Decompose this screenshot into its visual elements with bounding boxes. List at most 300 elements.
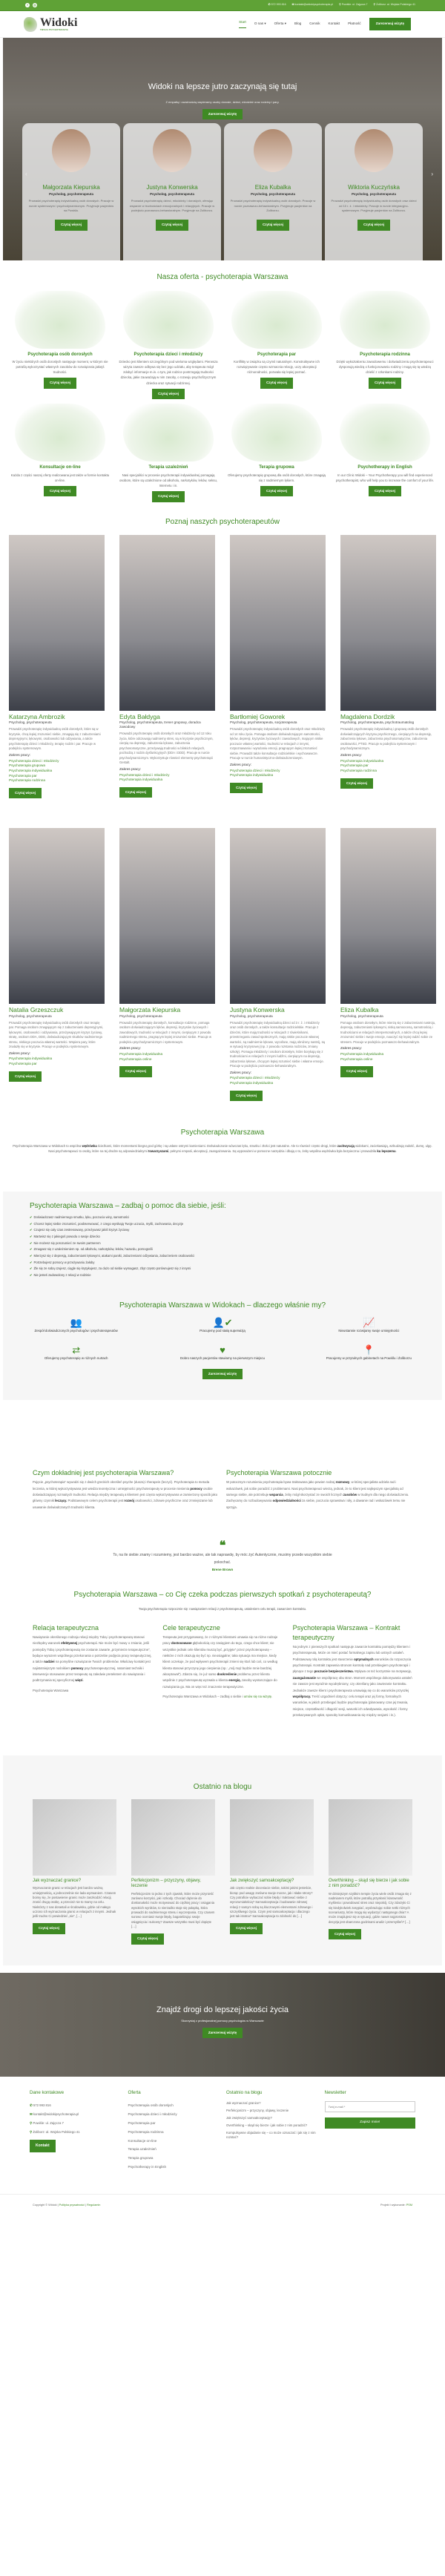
help-item: ✔ Martwisz się z jakiegoś powodu o swoje dziecko: [30, 1235, 100, 1239]
section-title: Psychoterapia Warszawa – co Cię czeka podczas pierwszych spotkań z psychoterapeutą?: [73, 1590, 372, 1599]
help-item: ✔ Nie możesz się porozumieć ze swoim partnerem: [30, 1241, 101, 1245]
about-column: [33, 1468, 219, 1511]
why-item: ⇄ Oferujemy psychoterapię w różnych nurtach: [3, 1345, 149, 1361]
therapist-bio: Prowadzi psychoterapię indywidualną dzieci od 3 r. ż. i młodzieży oraz osób dorosłych, a także konsultacje rodzicielskie. Pracuje z dziećmi, które mają trudności w relacjach z rówieśnikami, przestrzeganiu zasad społecznych, mają niskie poczucie własnej wartości, są nadmiernie lękowe, wycofane, mają obniżony nastrój, są w sytuacji kryzysowej (np. z powodu rozstania rodziców, zmiany szkoły). Pomaga młodzieży i osobom dorosłym, które borykają się z trudnościami w relacjach z innymi ludźmi, cierpiącym na depresję, zaburzenia lękowe, chcącym lepiej rozumieć siebie i własne emocje. Pracuje w podejściu poznawczo-behawioralnym.: [230, 1020, 326, 1068]
feature-icon: ⇄: [72, 1344, 81, 1356]
offer-title[interactable]: Psychoterapia osób dorosłych: [27, 352, 93, 357]
scope-link[interactable]: Psychoterapia dzieci i młodzieży: [230, 1076, 280, 1080]
logo-title: Widoki: [40, 16, 78, 29]
post-excerpt: W dzisiejszym szybkim tempie życia wiele osób zmaga się z nadmiarem myśli, które potrafią przysłonić klarowność myślenia i powodować stres oraz niepokój. Czy zdarzyło Ci się kiedykolwiek zasypiać, wyobrażając sobie setki różnych scenariuszy, które mogą się wydarzyć następnego dnia? A może znajdujesz się w sytuacji, gdzie nawet najprostsza decyzja jest obarczona godzinami analiz i przemyśleń? […]: [329, 1891, 412, 1924]
hero-subtitle: Z empatią i uważnością wspieramy osoby dorosłe, dzieci, młodzież oraz rodziny i pary.: [165, 99, 280, 104]
avatar: [355, 129, 393, 172]
check-icon: ✔: [30, 1235, 33, 1239]
column-title: Relacja terapeutyczna: [33, 1623, 99, 1632]
card-role: Psycholog, psychoterapeuta: [49, 191, 93, 196]
section-title: Psychoterapia Warszawa: [180, 1128, 265, 1137]
footer-contact: [30, 2090, 121, 2172]
read-more-button[interactable]: Czytaj więcej: [9, 1071, 42, 1082]
post-image[interactable]: [230, 1799, 314, 1876]
offer-title[interactable]: Terapia uzależnień: [148, 465, 188, 470]
section-lead: Twoja psychoterapia rozpocznie się: nawiązaniem relacji z psychoterapeutą, ustaleniem celu terapii, zawarciem kontraktu.: [138, 1606, 307, 1611]
offer-title[interactable]: Konsultacje on-line: [39, 465, 81, 470]
illustration: [231, 404, 322, 461]
about-text: W potocznym rozumieniu psychoterapia bywa traktowana jako pewien rodzaj rozmowy, w której specjalista udziela rad i wskazówek, jak sobie poradzić z problemami. Nasi psychoterapeuci wierzą, jednak, że to klient jest najlepszym specjalistą od samego siebie, ale potrzebuje wsparcia, żeby mógł skorzystać ze swoich licznych zasobów w trudnym dla niego doświadczeniu. Zachęcamy do rozbudowywania odpowiedzialności za siebie, poczucia sprawstwa i siły, a dawanie rad i wskazówek temu nie sprzyja.: [226, 1480, 409, 1509]
feature-icon: 👥: [70, 1316, 82, 1328]
post-title[interactable]: Jak wyznaczać granice?: [33, 1878, 82, 1883]
blog-card: [131, 1799, 215, 1945]
read-more-button[interactable]: Czytaj więcej: [340, 1066, 373, 1077]
scope-link[interactable]: Psychoterapia indywidualna: [340, 1051, 384, 1056]
site-header: [0, 11, 445, 38]
carousel-card: [123, 123, 221, 260]
therapist-photo: [230, 535, 326, 711]
illustration: [340, 291, 430, 349]
therapist-card: [119, 535, 215, 798]
therapist-card: [230, 828, 326, 1101]
scope-label: Zakres pracy:: [340, 753, 363, 758]
tree-logo-icon: [24, 17, 37, 32]
phone-icon: ✆: [30, 2103, 33, 2107]
post-title[interactable]: Perfekcjonizm – przyczyny, objawy, leczenie: [131, 1878, 201, 1889]
scope-link[interactable]: Psychoterapia indywidualna: [230, 773, 274, 778]
therapist-role: Psycholog, psychoterapeuta: [230, 1013, 273, 1018]
section-title: Nasza oferta - psychoterapia Warszawa: [156, 273, 289, 281]
therapist-role: Psycholog, psychoterapeuta: [9, 720, 52, 725]
facebook-icon[interactable]: f: [25, 3, 30, 7]
privacy-link[interactable]: Polityka prywatności: [59, 2204, 85, 2207]
therapist-card: [9, 828, 105, 1101]
help-title: Psychoterapia Warszawa – zadbaj o pomoc dla siebie, jeśli:: [30, 1201, 226, 1210]
read-more-button[interactable]: Czytaj więcej: [119, 1066, 152, 1077]
check-icon: ✔: [30, 1272, 33, 1277]
footer-offer-link[interactable]: Psychoterapia rodzinna: [128, 2129, 164, 2134]
read-more-button[interactable]: Czytaj więcej: [44, 486, 76, 497]
help-list: [30, 1215, 415, 1278]
book-visit-link[interactable]: umów się na wizytę: [243, 1695, 272, 1699]
scope-link[interactable]: Psychoterapia par: [9, 1062, 37, 1066]
hero-book-button[interactable]: Zarezerwuj wizytę: [202, 109, 243, 120]
offer-item: [332, 404, 438, 502]
post-excerpt: Perfekcjonizm to jedno z tych zjawisk, które może przynieść zarówno korzyści, jak i szkody. Chociaż dążenie do doskonałości może motywować do ciężkiej pracy i osiągania wysokich wyników, to nierzadko staje się pułapką, która prowadzi do nadmiernego stresu i wyczerpania. Czy czasem surowo oceniasz swoje błędy, bagatelizując swoje osiągnięcia i sukcesy? Zawsze wszystko musi być dopięte […]: [131, 1891, 215, 1928]
footer-newsletter: [325, 2090, 416, 2172]
about-heading: Psychoterapia Warszawa potocznie: [226, 1469, 332, 1477]
therapist-card: [9, 535, 105, 798]
offer-item: [224, 404, 329, 502]
footer-location: ⚲ Żoliborz: al. Wojska Polskiego 41: [30, 2129, 80, 2134]
footer-offer-link[interactable]: Psychoterapia par: [128, 2120, 156, 2125]
read-more-button[interactable]: Czytaj więcej: [230, 783, 263, 794]
post-image[interactable]: [33, 1799, 116, 1876]
card-text: Prowadzi psychoterapię indywidualną osób dorosłych oraz dzieci od 10 r. ż. i młodzieży. Pracuje w nurcie integracyjno-systemowym. Przyjmuje pacjentów na Żoliborzu.: [331, 199, 417, 213]
cta-banner: [0, 1973, 445, 2077]
read-more-button[interactable]: Czytaj więcej: [44, 378, 76, 389]
offer-text: Oferujemy psychoterapię grupową dla osób dorosłych, które zmagają się z nadmiernym lękiem.: [228, 473, 326, 482]
why-item: 📈 Nieustannie rozwijamy swoje umiejętności: [296, 1318, 442, 1333]
offer-text: In our Clinic Widoki – Your Psychotherapy you will find experienced psychotherapist, who will help you to increase the comfort of your life.: [335, 473, 435, 482]
help-item: ✔ Chcesz lepiej siebie zrozumieć, poobserwować, z czego wynikają Twoje uczucia, myśli, zachowania, decyzje: [30, 1221, 184, 1226]
offer-title[interactable]: Psychoterapia rodzinna: [360, 352, 410, 357]
scope-link[interactable]: Psychoterapia grupowa: [9, 763, 45, 768]
nav-start[interactable]: Start: [239, 20, 246, 28]
scope-label: Zakres pracy:: [9, 1051, 31, 1056]
read-more-button[interactable]: Czytaj więcej: [369, 378, 401, 389]
card-name: Justyna Konwerska: [146, 184, 198, 191]
book-visit-button[interactable]: Zarezerwuj wizytę: [369, 18, 411, 30]
intro-section: [0, 1101, 445, 1192]
footer-heading: Ostatnio na blogu: [226, 2089, 263, 2095]
credit-link[interactable]: PSM: [406, 2204, 412, 2207]
footer-blog-link[interactable]: Kompulsywne objadanie się – co może oznaczać i jak się z nim rozstać?: [226, 2130, 316, 2139]
therapist-name[interactable]: Bartłomiej Goworek: [230, 713, 286, 721]
therapist-photo: [119, 828, 215, 1004]
quote-text: To, na ile siebie znamy i rozumiemy, jest bardzo ważne, ale tak naprawdę, by móc żyć Autentycznie, musimy przede wszystkim siebie pokochać.: [113, 1553, 332, 1565]
offer-title[interactable]: Psychoterapia par: [257, 352, 297, 357]
post-excerpt: Jak często realnie doceniacie siebie, takimi jakimi jesteście, biorąc pod uwagę zarówno swoje mocne, jak i słabe strony? Czy potraficie wybaczać sobie błędy i traktować siebie z wyrozumiałością? Samoakceptacja i budowanie zdrowej relacji z samym sobą są kluczowymi elementami zdrowego i szczęśliwego życia. Czym jest samoakceptacja i dlaczego jest tak istotna? Samoakceptacja to zdolność do […]: [230, 1886, 313, 1919]
post-image[interactable]: [131, 1799, 215, 1876]
therapist-name[interactable]: Natalia Grzeszczuk: [9, 1006, 64, 1014]
offer-item: [7, 404, 113, 502]
offer-title[interactable]: Terapia grupowa: [259, 465, 294, 470]
scope-link[interactable]: Psychoterapia indywidualna: [119, 1051, 163, 1056]
offer-title[interactable]: Psychotherapy in English: [357, 465, 412, 470]
footer-offer-link[interactable]: Terapia grupowa: [128, 2156, 154, 2161]
topbar-phone[interactable]: ✆572 993 816: [268, 3, 286, 7]
scope-link[interactable]: Psychoterapia dzieci i młodzieży: [9, 758, 59, 763]
check-icon: ✔: [30, 1241, 33, 1245]
therapist-bio: Prowadzi psychoterapię dorosłych, konsultacje rodzinne, pomaga osobom doświadczającym lęków, depresji, kryzysów życiowych i zawodowych, trudności w relacjach z innymi, cierpiącym z powodu nadmiernego stresu, pragnącym lepiej zrozumieć siebie. Pracuje w podejściu psychodynamicznym i systemowym.: [119, 1020, 212, 1044]
footer: [0, 2077, 445, 2194]
cta-subtitle: Skorzystaj z profesjonalnej pomocy psychologów w Warszawie: [181, 2018, 264, 2023]
post-title[interactable]: Jak zwiększyć samoakceptację?: [230, 1878, 294, 1883]
therapist-role: Psycholog, psychoterapeuta, trener grupowy, doradca zawodowy: [119, 720, 201, 729]
illustration: [15, 291, 105, 349]
blog-section: [3, 1755, 442, 1965]
about-column: [226, 1468, 412, 1511]
scope-link[interactable]: Psychoterapia online: [340, 1057, 373, 1061]
therapist-role: Psycholog, psychoterapeuta: [119, 1013, 162, 1018]
read-more-button[interactable]: Czytaj więcej: [230, 1091, 263, 1102]
illustration: [123, 404, 214, 461]
section-title: Ostatnio na blogu: [193, 1783, 252, 1792]
main-nav: [239, 18, 411, 30]
scope-link[interactable]: Psychoterapia rodzinna: [9, 778, 45, 783]
read-more-button[interactable]: Czytaj więcej: [260, 378, 293, 389]
avatar: [254, 129, 292, 172]
therapist-carousel: [3, 123, 442, 260]
scope-link[interactable]: Psychoterapia par: [340, 763, 369, 768]
team-grid: [9, 535, 436, 798]
card-role: Psycholog, psychoterapeuta: [352, 191, 396, 196]
check-icon: ✔: [30, 1260, 33, 1264]
map-pin-icon: ⚲: [30, 2120, 33, 2125]
footer-offer: [128, 2090, 220, 2172]
help-item: ✔ Czujesz się cały czas zestresowany, przeżywasz jakiś kryzys życiowy: [30, 1228, 130, 1232]
team-section: [0, 502, 445, 1102]
help-item: ✔ Źle się ze sobą czujesz, ciągle się krytykujesz, za dużo od siebie wymagasz, zbyt często porównujesz się z innymi: [30, 1266, 191, 1271]
therapist-name[interactable]: Małgorzata Kiepurska: [119, 1006, 181, 1014]
section-title: Poznaj naszych psychoterapeutów: [165, 517, 280, 526]
nav-platnosc[interactable]: Płatność: [348, 22, 361, 26]
carousel-next-icon[interactable]: ›: [431, 171, 433, 177]
therapist-card: [230, 535, 326, 798]
read-more-button[interactable]: Czytaj więcej: [369, 486, 401, 497]
footer-offer-link[interactable]: Konsultacje on-line: [128, 2138, 157, 2143]
footer-blog-link[interactable]: Perfekcjonizm – przyczyny, objawy, leczenie: [226, 2108, 289, 2112]
topbar-email[interactable]: ✉kontakt@widokipsychoterapia.pl: [291, 3, 334, 7]
avatar: [52, 129, 90, 172]
footer-blog-link[interactable]: Jak zwiększyć samoakceptację?: [226, 2115, 272, 2120]
carousel-card: [224, 123, 322, 260]
illustration: [15, 404, 105, 461]
therapist-photo: [119, 535, 215, 711]
offer-text: Nasi specjaliści w procesie psychoterapii indywidualnej pomagają osobom, które są uzależnione od alkoholu, narkotyków, leków, seksu, Internetu i in.: [119, 473, 218, 487]
help-item: ✔ Zmagasz się z uzależnieniem np. od alkoholu, narkotyków, leków, hazardu, pornografii: [30, 1247, 153, 1252]
read-more-button[interactable]: Czytaj więcej: [329, 1929, 361, 1940]
instagram-icon[interactable]: ◎: [33, 3, 36, 7]
offer-text: Konflikty w związku są czymś naturalnym. Konstruktywne ich rozwiązywanie często wzmacnia relację, uczy akceptacji różnorodności, pozwala się lepiej poznać.: [234, 360, 320, 375]
book-visit-button[interactable]: Zarezerwuj wizytę: [202, 2028, 243, 2039]
column-title: Cele terapeutyczne: [162, 1623, 220, 1632]
read-more-button[interactable]: Czytaj więcej: [257, 220, 289, 231]
blog-card: [329, 1799, 412, 1945]
nav-oferta[interactable]: Oferta ▾: [274, 22, 287, 26]
quote-author: Brene Brown: [211, 1568, 234, 1572]
nav-kontakt[interactable]: Kontakt: [328, 22, 340, 26]
why-item: 📍 Pracujemy w przytulnych gabinetach na Powiślu i Żoliborzu: [296, 1345, 442, 1361]
check-icon: ✔: [30, 1266, 33, 1271]
footer-heading: Dane kontakowe: [30, 2089, 65, 2095]
hero-section: [3, 38, 442, 260]
scope-link[interactable]: Psychoterapia indywidualna: [9, 1057, 53, 1061]
post-title[interactable]: Overthinking – skąd się bierze i jak sobie z nim poradzić?: [329, 1878, 409, 1889]
about-columns: [0, 1400, 445, 1511]
read-more-button[interactable]: Czytaj więcej: [260, 486, 293, 497]
card-text: Prowadzi psychoterapię dzieci, młodzieży i dorosłych, oferując wsparcie w trudnościach emocjonalnych i relacyjnych. Pracuje w podejściu poznawczo-behawioralnym. Przyjmuje na Żoliborzu.: [129, 199, 215, 213]
topbar-location-2: ⚲Żoliborz: al. Wojska Polskiego 41: [373, 3, 415, 7]
therapist-card: [340, 535, 436, 798]
map-pin-icon: ⚲: [373, 3, 376, 7]
scope-link[interactable]: Psychoterapia indywidualna: [9, 768, 53, 772]
first-meetings-section: [0, 1573, 445, 1611]
column-contract: Psychoterapia Warszawa – Kontrakt terapeutyczny Na jednym z pierwszych spotkań następuje zawarcie kontraktu pomiędzy klientem i psychoterapeutą. Może on mieć postać formalnego zapisu lub ustnych ustaleń. Podstawową rolą kontraktu jest stworzenie optymalnych warunków do rozpoczęcia psychoterapii. Kontrakt zapewnia stronom kontrolę nad przebiegiem psychoterapii i płynące z tego poczucie bezpieczeństwa. Wpływa on też korzystnie na motywację, zaangażowanie we współpracę obu stron. Moment wspólnego dokonywania ustaleń nie zawsze jest wyraźnie wyodrębniony, czy określany jako zawieranie kontraktu. Jednakże zawsze klient i psychoterapeuta umawiają się co do warunków przyszłej współpracy. Treść uzgodnień dotyczy: celu terapii oraz jej formy, formalnych warunków, w jakich przebiegać będzie psychoterapia (planowany czas jej trwania, miejsce, częstotliwość i długość sesji, warunki ich odwoływania, wysokość i formy przekazywanych opłat, sposoby komunikowania się między sesjami i in.).: [292, 1623, 412, 1718]
offer-section: [0, 260, 445, 502]
footer-offer-link[interactable]: Psychotherapy in English: [128, 2165, 167, 2169]
post-image[interactable]: [329, 1799, 412, 1876]
footer-location: ⚲ Powiśle: ul. Zajęcza 7: [30, 2120, 64, 2125]
therapist-bio: Prowadzi psychoterapię osób dorosłych oraz młodzieży od 12 roku życia, które odczuwają nadmierny stres, są w kryzysie psychicznym, cierpią na depresję, zaburzenia lękowe, zaburzenia psychosomatyczne, przeżywają trudności w bliskich relacjach, pochodzą z rodzin dysfunkcyjnych (DDA i DDD). Pracuje w nurcie psychodynamicznym. Wykorzystuje również elementy psychoterapii Gestalt.: [119, 732, 214, 765]
scope-link[interactable]: Psychoterapia rodzinna: [340, 768, 377, 772]
quote-block: [0, 1511, 445, 1573]
therapist-name[interactable]: Justyna Konwerska: [230, 1006, 285, 1014]
help-item: ✔ Mierzysz się z depresją, zaburzeniami lękowymi, atakami paniki, zaburzeniami odżywiania, zaburzeniem osobowości: [30, 1253, 195, 1258]
feature-icon: 📍: [363, 1344, 375, 1356]
intro-text: Psychoterapia Warszawa w Widokach to wspólna wędrówka ścieżkami, które momentami biegną pod górkę i są usłane ostrymi kamieniami. Doświadczanie wówczas lęku, smutku i złości jest naturalne. Ale to również często drogi, które zachwycają widokami, zaciekawiają, wzbudzają radość, dumę, ulgę. Nasi psychoterapeuci to osoby, które na tej drodze są odpowiedzialnymi towarzyszami, pełnymi empatii, akceptacji, zaangażowania. Są wyposażeni w pomocne narzędzia i dbają o to, żeby wspólna wędrówka była bezpieczna i prowadziła ku lepszemu.: [13, 1143, 432, 1154]
read-more-button[interactable]: Czytaj więcej: [340, 778, 373, 789]
card-name: Wiktoria Kuczyńska: [348, 184, 400, 191]
feature-icon: 📈: [363, 1316, 375, 1328]
map-pin-icon: ⚲: [30, 2129, 33, 2134]
nav-blog[interactable]: Blog: [294, 22, 302, 26]
footer-heading: Oferta: [128, 2089, 141, 2095]
contact-button[interactable]: Kontakt: [30, 2140, 56, 2152]
why-title: Psychoterapia Warszawa w Widokach – dlaczego właśnie my?: [119, 1301, 326, 1310]
footer-offer-link[interactable]: Psychoterapia osób dorosłych: [128, 2103, 174, 2107]
therapist-bio: Prowadzi psychoterapię indywidualną osób dorosłych oraz terapię par. Pomaga osobom zmagającym się z zaburzeniami depresyjnymi, lękowymi, osobowości i odżywiania, przeżywającym kryzys życiowy, stratę, osobom DDA, DDD, doświadczającym skutków nadmiernego stresu, niskiego poczucia własnej wartości. Wspiera pary, które znalazły się w kryzysie. Pracuje w podejściu systemowym.: [9, 1020, 104, 1049]
illustration: [231, 291, 322, 349]
scope-label: Zakres pracy:: [230, 763, 252, 767]
why-item: 👥 Zespół doświadczonych psychologów i psychoterapeutów: [3, 1318, 149, 1333]
footer-offer-link[interactable]: Psychoterapia dzieci i młodzieży: [128, 2112, 177, 2116]
therapist-name[interactable]: Edyta Bałdyga: [119, 713, 160, 721]
therapist-bio: Prowadzi psychoterapię indywidualną osób dorosłych oraz młodzieży od 14 roku życia. Pomaga osobom doświadczającym samotności, lęków, depresji, kryzysów życiowych i zawodowych, mającym niskie poczucie własnej wartości, trudności w relacjach z innymi, rozpoznawaniu i wyrażaniu emocji, pragnącym lepiej zrozumieć siebie. Prowadzi także konsultacje rodzicielskie i wychowawcze. Pracuje w nurcie humanistyczno-doświadczeniowym.: [230, 727, 326, 760]
therapist-name[interactable]: Eliza Kubalka: [340, 1006, 379, 1014]
offer-text: Dziecko jest klientem szczególnym pod wieloma względami. Pierwsza wizyta zawsze odbywa się bez jego udziału, aby terapeuta mógł zdobyć informacje m.in. o tym, jak rodzice postrzegają trudności dziecka, jakie zauważają w nim zasoby, o rozwoju psychofizycznym dziecka oraz sytuacji rodzinnej.: [119, 360, 218, 385]
nav-cennik[interactable]: Cennik: [309, 22, 320, 26]
team-grid: [9, 828, 436, 1101]
offer-title[interactable]: Psychoterapia dzieci i młodzieży: [134, 352, 203, 357]
scope-link[interactable]: Psychoterapia par: [9, 773, 37, 778]
offer-text: Każda z części naszej oferty realizowana jest także w formie kontaktu on-line.: [10, 473, 110, 482]
therapist-role: Psycholog, psychoterapeuta: [9, 1013, 52, 1018]
quote-mark-icon: ❝: [219, 1540, 226, 1553]
scope-link[interactable]: Psychoterapia dzieci i młodzieży: [119, 772, 170, 777]
offer-item: [224, 291, 329, 400]
read-more-button[interactable]: Czytaj więcej: [131, 1933, 164, 1945]
illustration: [123, 291, 214, 349]
therapist-role: Psycholog, psychoterapeuta, socjoterapeuta: [230, 720, 297, 725]
check-icon: ✔: [30, 1221, 33, 1226]
scope-link[interactable]: Psychoterapia indywidualna: [340, 758, 384, 763]
therapist-photo: [9, 828, 105, 1004]
column-goals: Cele terapeutyczne Terapeuta jest przygotowany, że z różnymi klientami umawia się na różne rodzaje pracy dostosowane głębokością czy zasięgiem do tego, czego chce klient; nie wszystkie jednak cele klientów muszą być „przyjęte” przez psychoterapeutę – niektóre z nich okazują się być np. nieosiągalne; taka sytuacja ma miejsce, kiedy klient oczekuje, że pod wpływem psychoterapii zmieni się ktoś lub coś, co według klienta stanowi przyczynę jego cierpienia (np.: „mój mąż będzie mnie bardziej akceptował”). Zdarza się, że już samo dookreślenie problemu przez klienta wspólnie z psychoterapeutą wyzwala u klienta energię, zasoby wystarczające do rozwiązania go. Ma on więc też znaczenie terapeutyczne. Psychoterapia Warszawa w Widokach – zadbaj o siebie i umów się na wizytę.: [162, 1623, 282, 1719]
therapist-photo: [230, 828, 326, 1004]
footer-phone[interactable]: ✆ 572 993 816: [30, 2103, 51, 2107]
therapist-name[interactable]: Magdalena Dordzik: [340, 713, 395, 721]
post-excerpt: Wyznaczanie granic w relacjach jest bardzo ważną umiejętnością, a jednocześnie nie lada wyzwaniem. Czasem boimy się, że postawienie granic może zaszkodzić relacji, zranić drugą osobę, a przecież nie to mamy na celu. Niektórzy z nas dorastali w środowisku, gdzie od małego uczono ich wyznaczania granic w relacjach z innymi. Jednak jeśli trudno Ci powiedzieć „nie”, […]: [33, 1886, 116, 1919]
therapist-bio: Prowadzi psychoterapię indywidualną osób dorosłych, które są w kryzysie, chcą lepiej zrozumieć siebie, zmagają się z zaburzeniami depresyjnymi, lękowymi, osobowości lub odżywiania, a także psychoterapię dzieci i młodzieży, terapię rodzin i par. Pracuje w podejściu systemowym.: [9, 727, 101, 751]
card-name: Małgorzata Kiepurska: [42, 184, 100, 191]
read-more-button[interactable]: Czytaj więcej: [33, 1923, 65, 1934]
feature-icon: ♥: [220, 1344, 225, 1356]
card-role: Psycholog, psychoterapeuta: [150, 191, 194, 196]
offer-text: Dzięki wykształceniu zawodowemu i doświadczeniu psychoterapeuci dysponują wiedzą o funkcjonowaniu rodziny i mogą się tą wiedzą dzielić z członkami rodziny.: [336, 360, 434, 375]
read-more-button[interactable]: Czytaj więcej: [55, 220, 88, 231]
therapist-card: [340, 828, 436, 1101]
carousel-card: [22, 123, 120, 260]
therapist-name[interactable]: Katarzyna Ambrozik: [9, 713, 65, 721]
blog-grid: [33, 1799, 412, 1945]
footer-blog: [226, 2090, 317, 2172]
phone-icon: ✆: [268, 3, 271, 7]
newsletter-submit-button[interactable]: Zapisz mnie!: [325, 2117, 416, 2129]
check-icon: ✔: [30, 1228, 33, 1232]
offer-item: [332, 291, 438, 400]
check-icon: ✔: [30, 1247, 33, 1252]
logo-subtitle: TWOJA PSYCHOTERAPIA: [40, 28, 69, 31]
help-item: ✔ Nie jesteś zadowolony z relacji w rodzinie: [30, 1272, 91, 1277]
why-item: 👤✔ Pracujemy pod stałą superwizją: [149, 1318, 295, 1333]
therapist-photo: [340, 828, 436, 1004]
read-more-button[interactable]: Czytaj więcej: [357, 220, 390, 231]
read-more-button[interactable]: Czytaj więcej: [156, 220, 188, 231]
copyright-bar: Copyright © Widoki | Polityka prywatności | Regulamin Projekt i wykonanie: PSM: [0, 2194, 445, 2218]
blog-card: [33, 1799, 116, 1945]
column-relation: Relacja terapeutyczna Nawiązanie określonego rodzaju relacji między Tobą i psychoterapeutą stanowi niezbędny warunek efektywnej psychoterapii. Nie może być mowy o zmianie, jeśli pomiędzy Tobą i psychoterapeutą nie zostanie zawarte „przymierze terapeutyczne”, będące wyrazem wspólnego przekonania o potrzebie podjęcia pracy terapeutycznej, a także nadziei na pomyślne rozwiązanie Twoich problemów. Właściwy kontakt jest najistotniejszym nośnikiem pomocy psychoterapeutycznej, natomiast techniki i interwencje stosowane przez terapeutę są zaledwie pretekstem do nawiązania i podtrzymania tej specyficznej więzi. Psychoterapia Warszawa: [33, 1623, 152, 1692]
read-more-button[interactable]: Czytaj więcej: [119, 787, 152, 798]
newsletter-email-input[interactable]: [325, 2101, 416, 2112]
therapist-bio: Prowadzi psychoterapię indywidualną i grupową osób dorosłych doświadczających kryzysu psychicznego, cierpiących na depresję, zaburzenia lękowe, zaburzenia psychosomatyczne, zaburzenia osobowości, PTSD. Pracuje w podejściu systemowym i psychodynamicznym.: [340, 727, 432, 751]
help-why-section: [3, 1192, 442, 1400]
logo[interactable]: [24, 17, 77, 32]
therapist-photo: [9, 535, 105, 711]
hero-title: Widoki na lepsze jutro zaczynają się tutaj: [148, 82, 297, 91]
carousel-card: [325, 123, 423, 260]
offer-grid: [7, 291, 438, 502]
nav-o-nas[interactable]: O nas ▾: [254, 22, 266, 26]
scope-label: Zakres pracy:: [9, 753, 31, 758]
read-more-button[interactable]: Czytaj więcej: [230, 1923, 263, 1934]
offer-item: [116, 404, 221, 502]
mail-icon: ✉: [30, 2112, 33, 2116]
cta-title: Znajdź drogi do lepszej jakości życia: [156, 2005, 289, 2014]
offer-text: W życiu niektórych osób dorosłych następuje moment, w którym nie potrafią wykorzystać własnych zasobów do rozwiązania jakiejś trudności.: [12, 360, 108, 375]
terms-link[interactable]: Regulamin: [87, 2204, 101, 2207]
topbar-location-1: ⚲Powiśle: ul. Zajęcza 7: [339, 3, 368, 7]
scope-link[interactable]: Psychoterapia indywidualna: [119, 778, 163, 782]
read-more-button[interactable]: Czytaj więcej: [152, 389, 185, 400]
therapist-role: Psycholog, psychoterapeuta: [340, 1013, 383, 1018]
therapist-role: Psycholog, psychoterapeuta, psychotraumatolog: [340, 720, 415, 725]
scope-label: Zakres pracy:: [119, 1047, 142, 1051]
therapist-card: [119, 828, 215, 1101]
card-text: Prowadzi psychoterapię indywidualną osób dorosłych. Pracuje w nurcie systemowym i psychodynamicznym. Przyjmuje pacjentów na Powiślu.: [28, 199, 114, 213]
offer-item: [7, 291, 113, 400]
first-meetings-columns: [0, 1611, 445, 1756]
read-more-button[interactable]: Czytaj więcej: [152, 491, 185, 502]
column-title: Psychoterapia Warszawa – Kontrakt terapeutyczny: [292, 1623, 400, 1641]
footer-heading: Newsletter: [324, 2089, 346, 2095]
scope-label: Zakres pracy:: [119, 767, 142, 772]
why-us-block: [3, 1301, 442, 1400]
illustration: [340, 404, 430, 461]
footer-blog-link[interactable]: Jak wyznaczać granice?: [226, 2100, 261, 2105]
help-list-block: [3, 1192, 442, 1301]
help-item: ✔ Potrzebujesz pomocy w przeżywaniu żałoby: [30, 1260, 95, 1264]
read-more-button[interactable]: Czytaj więcej: [9, 788, 42, 799]
about-text: Pojęcie „psychoterapia” wywodzi się z dwóch greckich określeń psyche (dusza) i therapein (leczyć). Psychoterapia to metoda leczenia, w której wykorzystywana jest wiedza teoretyczna i umiejętności psychoterapeuty w procesie niesienia pomocy osobie doświadczającej rozmaitych trudności. Relacja między terapeutą a klientem jest często wykorzystywana w zamierzony sposób jako główny czynnik leczący. Podstawowym celem psychoterapii jest rozwój osobowości, zdrowie psychiczne oraz zmniejszanie lub usuwanie doświadczanych trudności klienta.: [33, 1480, 218, 1509]
footer-email[interactable]: ✉ kontakt@widokipsychoterapia.pl: [30, 2112, 79, 2116]
feature-icon: 👤✔: [212, 1316, 233, 1328]
scope-link[interactable]: Psychoterapia online: [119, 1057, 152, 1061]
scope-label: Zakres pracy:: [340, 1047, 363, 1051]
why-item: ♥ Dobro naszych pacjentów stawiamy na pierwszym miejscu: [149, 1345, 295, 1361]
scope-link[interactable]: Psychoterapia dzieci i młodzieży: [230, 768, 280, 772]
top-bar: [0, 0, 445, 11]
mail-icon: ✉: [291, 3, 294, 7]
therapist-photo: [340, 535, 436, 711]
check-icon: ✔: [30, 1215, 33, 1220]
scope-label: Zakres pracy:: [230, 1071, 252, 1075]
why-grid: [3, 1318, 442, 1361]
map-pin-icon: ⚲: [339, 3, 341, 7]
check-icon: ✔: [30, 1253, 33, 1258]
about-heading: Czym dokładniej jest psychoterapia Warszawa?: [33, 1469, 174, 1477]
footer-offer-link[interactable]: Terapia uzależnień: [128, 2147, 156, 2152]
book-visit-button[interactable]: Zarezerwuj wizytę: [202, 1369, 243, 1380]
footer-blog-link[interactable]: Overthinking – skąd się bierze i jak sobie z nim poradzić?: [226, 2123, 308, 2127]
scope-link[interactable]: Psychoterapia indywidualna: [230, 1081, 274, 1085]
card-role: Psycholog, psychoterapeuta: [251, 191, 295, 196]
